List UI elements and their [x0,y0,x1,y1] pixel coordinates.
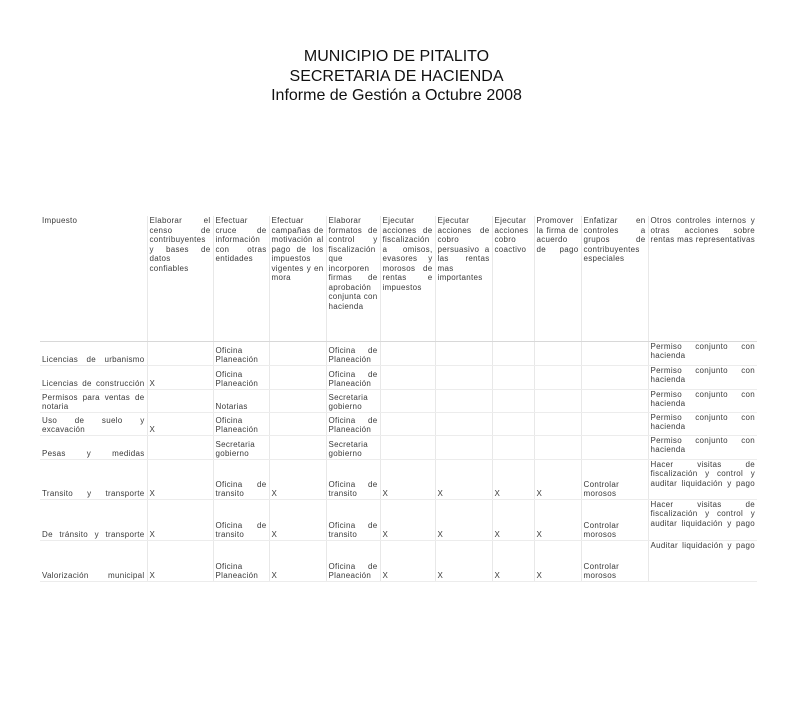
table-cell: X [380,540,435,581]
table-cell [269,365,326,389]
document-header [0,47,793,106]
table-cell: X [380,459,435,499]
table-row [40,412,757,435]
table-cell: Secretaria gobierno [213,435,269,459]
table-cell: Oficina Planeación [213,341,269,365]
table-cell [581,365,648,389]
table-cell: Permiso conjunto con hacienda [648,412,757,435]
table-cell [380,435,435,459]
management-report-table [40,216,757,582]
table-cell: X [534,499,581,540]
column-header: Impuesto [40,216,147,341]
table-cell: X [492,540,534,581]
table-cell [269,389,326,412]
column-header: Enfatizar en controles a grupos de contribuyentes especiales [581,216,648,341]
table-cell: Controlar morosos [581,459,648,499]
table-cell [147,389,213,412]
column-header: Ejecutar acciones de cobro persuasivo a las rentas mas importantes [435,216,492,341]
table-cell: Permiso conjunto con hacienda [648,435,757,459]
table-cell [492,435,534,459]
table-cell: Controlar morosos [581,499,648,540]
table-cell: X [492,499,534,540]
table-cell: X [534,459,581,499]
column-header: Elaborar formatos de control y fiscalización que incorporen firmas de aprobación conjunta con hacienda [326,216,380,341]
table-cell: X [147,540,213,581]
table-cell [380,412,435,435]
table-row [40,459,757,499]
tax-name-cell: Licencias de construcción [40,365,147,389]
table-cell: Permiso conjunto con hacienda [648,341,757,365]
table-cell [435,389,492,412]
column-header: Ejecutar acciones de fiscalización a omisos, evasores y morosos de rentas e impuestos [380,216,435,341]
table-cell: Oficina de transito [326,459,380,499]
tax-name-cell: Licencias de urbanismo [40,341,147,365]
table-cell: X [435,499,492,540]
table-cell: X [380,499,435,540]
table-cell [581,412,648,435]
table-cell [492,341,534,365]
table-cell [380,341,435,365]
municipality-title: MUNICIPIO DE PITALITO [303,48,490,65]
table-cell [380,365,435,389]
table-row [40,341,757,365]
table-cell: X [435,540,492,581]
table-cell: Secretaria gobierno [326,389,380,412]
column-header: Promover la firma de acuerdo de pago [534,216,581,341]
table-cell: X [269,499,326,540]
table-cell [147,341,213,365]
table-cell: Secretaria gobierno [326,435,380,459]
table-cell [534,435,581,459]
table-row [40,389,757,412]
table-cell: Oficina Planeación [213,412,269,435]
table-cell: X [435,459,492,499]
tax-name-cell: Uso de suelo y excavación [40,412,147,435]
table-cell: Hacer visitas de fiscalización y control y auditar liquidación y pago [648,459,757,499]
tax-name-cell: De tránsito y transporte [40,499,147,540]
table-cell [380,389,435,412]
table-cell: Controlar morosos [581,540,648,581]
column-header: Efectuar campañas de motivación al pago de los impuestos vigentes y en mora [269,216,326,341]
table-cell: Permiso conjunto con hacienda [648,365,757,389]
department-title: SECRETARIA DE HACIENDA [289,67,504,85]
column-header: Elaborar el censo de contribuyentes y bases de datos confiables [147,216,213,341]
column-header: Ejecutar acciones cobro coactivo [492,216,534,341]
table-cell [534,365,581,389]
table-cell: Notarias [213,389,269,412]
table-cell [147,435,213,459]
table-cell [435,341,492,365]
table-cell [492,412,534,435]
table-cell [581,389,648,412]
table-cell [269,341,326,365]
table-cell: Oficina de Planeación [326,412,380,435]
table-cell [269,435,326,459]
table-cell: Oficina Planeación [213,540,269,581]
table-cell: X [147,499,213,540]
table-cell: Permiso conjunto con hacienda [648,389,757,412]
table-cell [534,341,581,365]
table-cell: Oficina de transito [213,499,269,540]
table-cell: X [147,365,213,389]
table-cell: X [534,540,581,581]
table-header-row [40,216,757,341]
table-cell [269,412,326,435]
table-cell: X [147,412,213,435]
table-cell [534,412,581,435]
table-cell: Auditar liquidación y pago [648,540,757,581]
table-cell [435,435,492,459]
table-cell [492,389,534,412]
table-cell [581,341,648,365]
tax-name-cell: Transito y transporte [40,459,147,499]
table-cell: Oficina de transito [213,459,269,499]
table-cell [492,365,534,389]
table-row [40,435,757,459]
table-cell [534,389,581,412]
table-cell: X [269,540,326,581]
column-header: Otros controles internos y otras acciones sobre rentas mas representativas [648,216,757,341]
table-cell: Oficina Planeación [213,365,269,389]
table-cell: Oficina de Planeación [326,365,380,389]
table-row [40,540,757,581]
table-row [40,365,757,389]
column-header: Efectuar cruce de información con otras entidades [213,216,269,341]
table-cell: X [492,459,534,499]
table-cell: Oficina de Planeación [326,540,380,581]
report-title: Informe de Gestión a Octubre 2008 [271,87,522,104]
table-cell [435,365,492,389]
table-cell: X [269,459,326,499]
table-cell: Oficina de Planeación [326,341,380,365]
table-cell: Oficina de transito [326,499,380,540]
table-cell: X [147,459,213,499]
table-cell: Hacer visitas de fiscalización y control y auditar liquidación y pago [648,499,757,540]
table-cell [435,412,492,435]
table-cell [581,435,648,459]
tax-name-cell: Permisos para ventas de notaria [40,389,147,412]
tax-name-cell: Pesas y medidas [40,435,147,459]
table-row [40,499,757,540]
tax-name-cell: Valorización municipal [40,540,147,581]
